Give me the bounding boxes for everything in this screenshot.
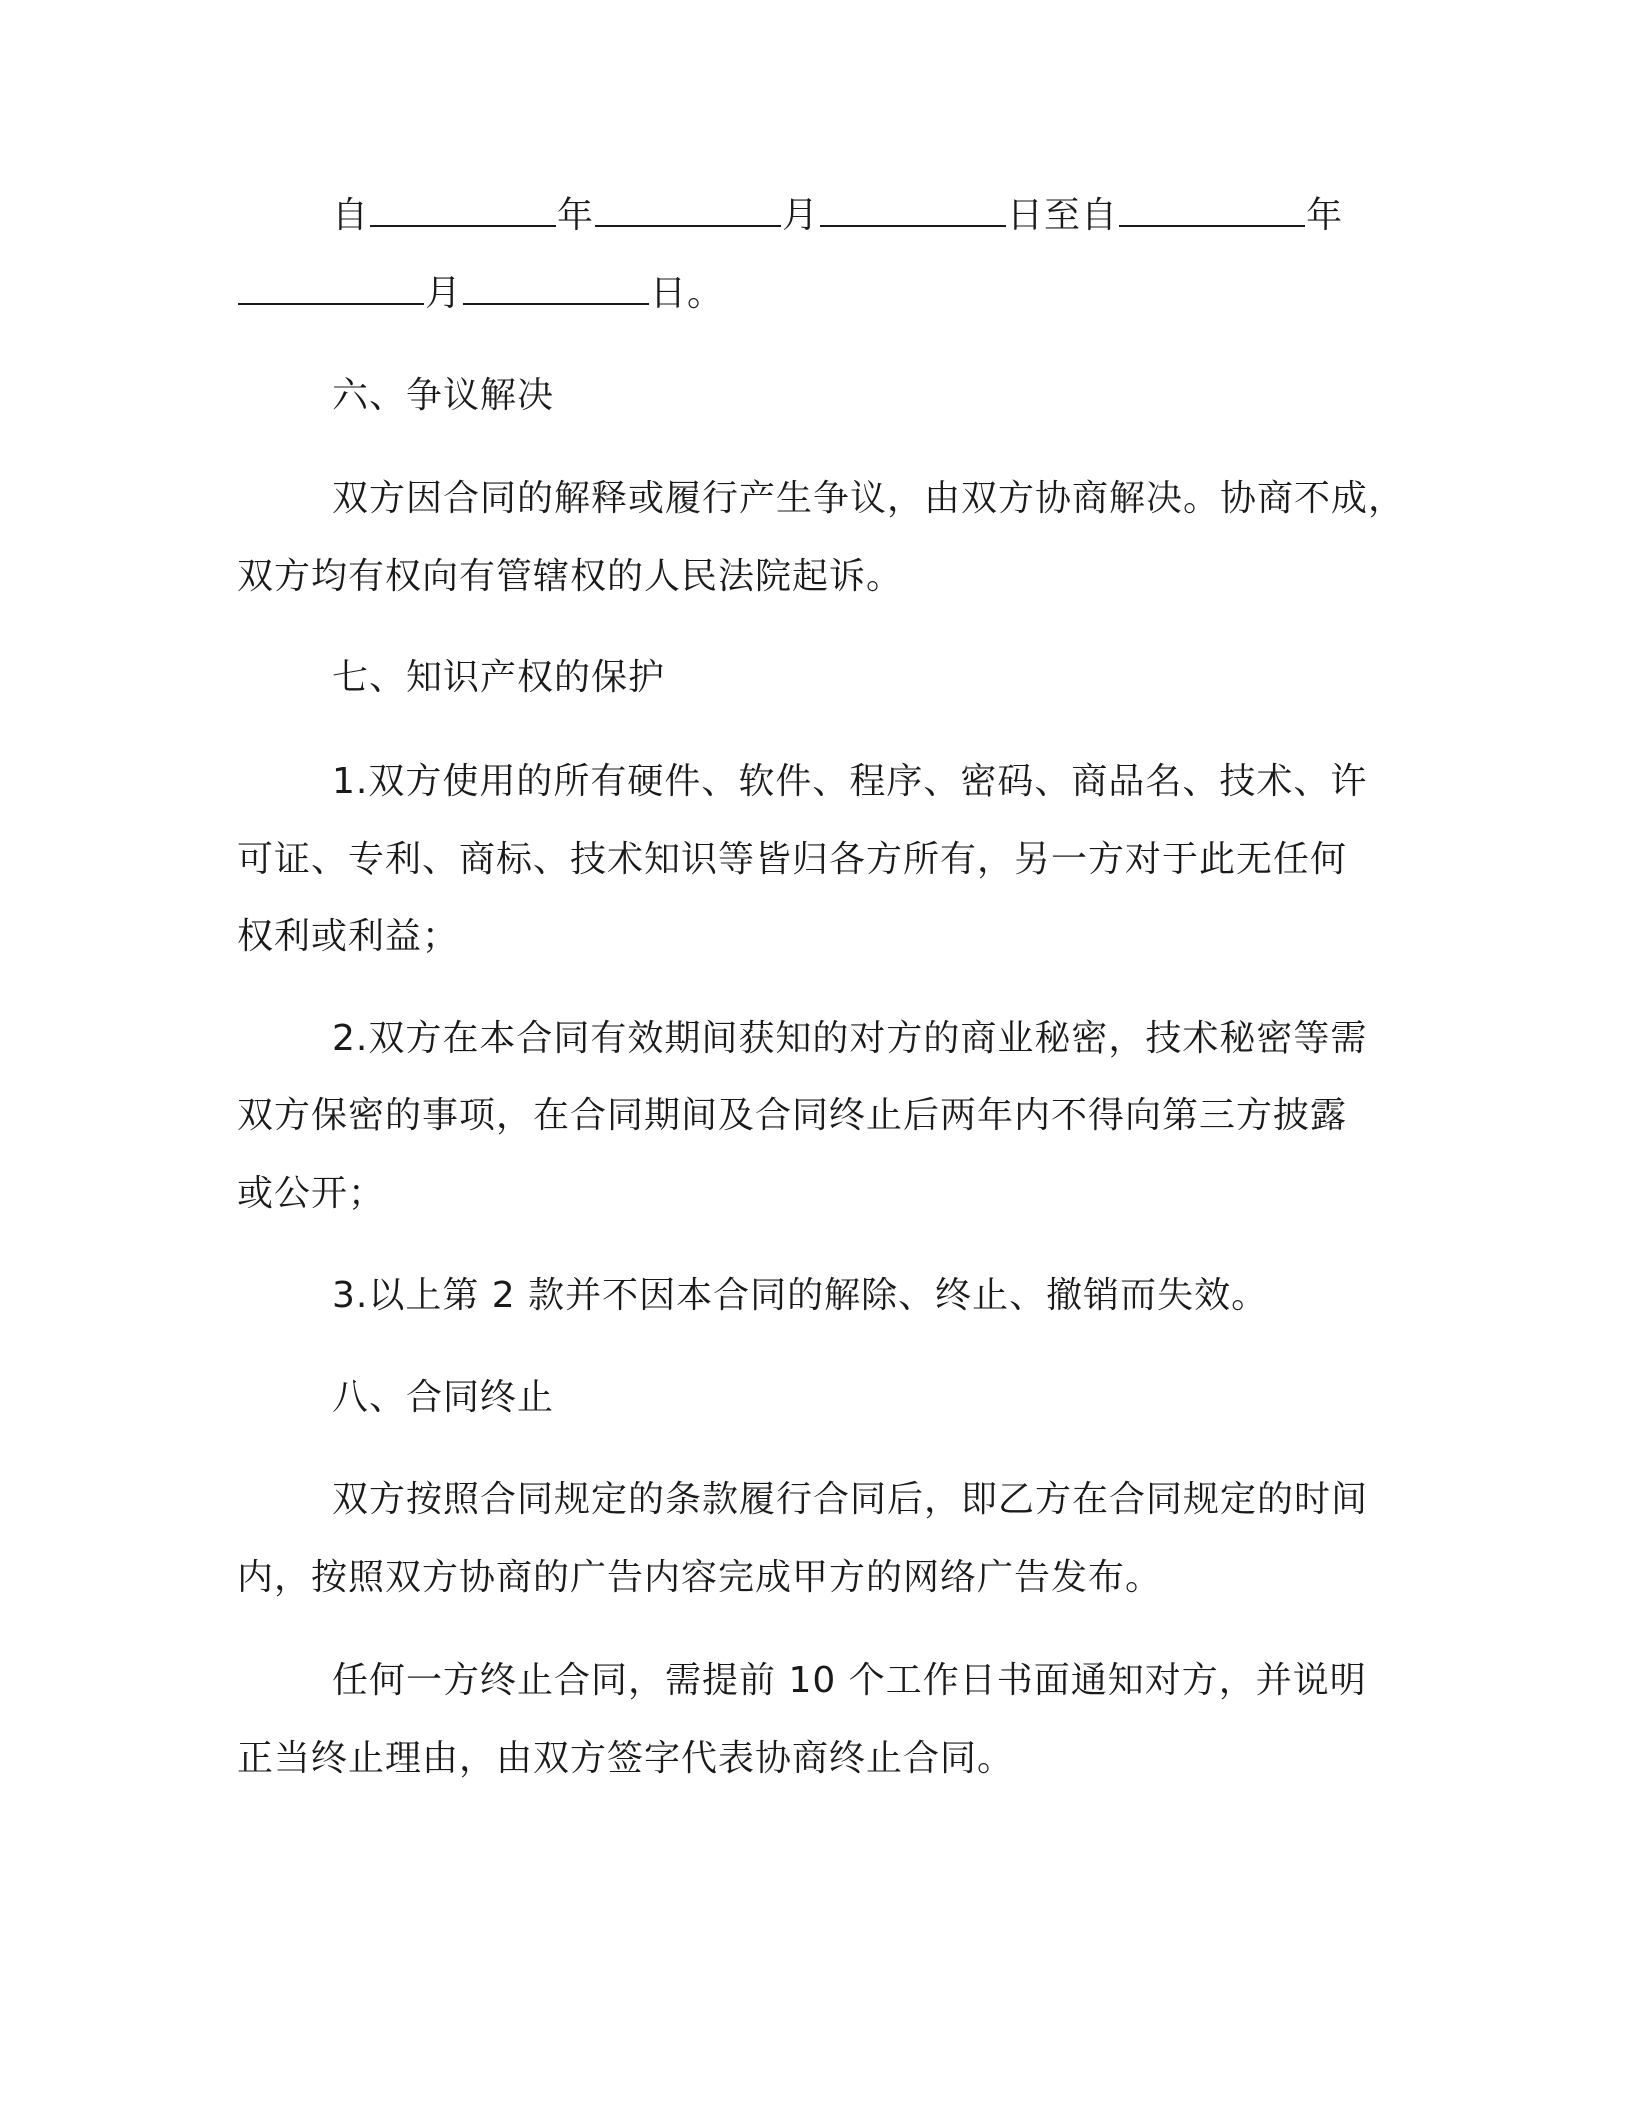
section-7-item-3-line: 3.以上第 2 款并不因本合同的解除、终止、撤销而失效。 bbox=[332, 1275, 1269, 1316]
date-clause-line-1 bbox=[332, 194, 1343, 238]
date-text-from: 自 bbox=[332, 195, 370, 236]
section-6-paragraph-line: 双方均有权向有管辖权的人民法院起诉。 bbox=[237, 556, 904, 597]
date-text-day-to: 日至自 bbox=[1007, 195, 1119, 236]
date-text-end-month: 月 bbox=[425, 273, 463, 314]
blank-end-month bbox=[238, 273, 424, 305]
blank-start-year bbox=[370, 195, 556, 227]
blank-end-day bbox=[463, 273, 649, 305]
section-8-paragraph-2-line: 任何一方终止合同，需提前 10 个工作日书面通知对方，并说明 bbox=[332, 1660, 1367, 1701]
section-6-paragraph-line: 双方因合同的解释或履行产生争议，由双方协商解决。协商不成， bbox=[332, 478, 1406, 519]
section-7-item-1-line: 权利或利益； bbox=[237, 916, 460, 957]
date-text-end-year: 年 bbox=[1306, 195, 1344, 236]
section-8-paragraph-2-line: 正当终止理由，由双方签字代表协商终止合同。 bbox=[237, 1738, 1015, 1779]
date-text-end-day: 日。 bbox=[650, 273, 725, 314]
section-7-item-1-line: 1.双方使用的所有硬件、软件、程序、密码、商品名、技术、许 bbox=[332, 761, 1368, 802]
date-text-year: 年 bbox=[557, 195, 595, 236]
section-7-item-1-line: 可证、专利、商标、技术知识等皆归各方所有，另一方对于此无任何 bbox=[237, 839, 1348, 880]
blank-start-month bbox=[595, 195, 781, 227]
section-8-heading: 八、合同终止 bbox=[332, 1377, 555, 1418]
blank-end-year bbox=[1119, 195, 1305, 227]
section-7-item-2-line: 双方保密的事项，在合同期间及合同终止后两年内不得向第三方披露 bbox=[237, 1095, 1348, 1136]
section-7-item-2-line: 2.双方在本合同有效期间获知的对方的商业秘密，技术秘密等需 bbox=[332, 1018, 1368, 1059]
date-clause-line-2 bbox=[237, 272, 724, 316]
section-8-paragraph-1-line: 双方按照合同规定的条款履行合同后，即乙方在合同规定的时间 bbox=[332, 1479, 1369, 1520]
date-text-month: 月 bbox=[782, 195, 820, 236]
section-8-paragraph-1-line: 内，按照双方协商的广告内容完成甲方的网络广告发布。 bbox=[237, 1557, 1163, 1598]
section-6-heading: 六、争议解决 bbox=[332, 375, 555, 416]
section-7-heading: 七、知识产权的保护 bbox=[332, 657, 666, 698]
blank-start-day bbox=[820, 195, 1006, 227]
section-7-item-2-line: 或公开； bbox=[237, 1173, 386, 1214]
